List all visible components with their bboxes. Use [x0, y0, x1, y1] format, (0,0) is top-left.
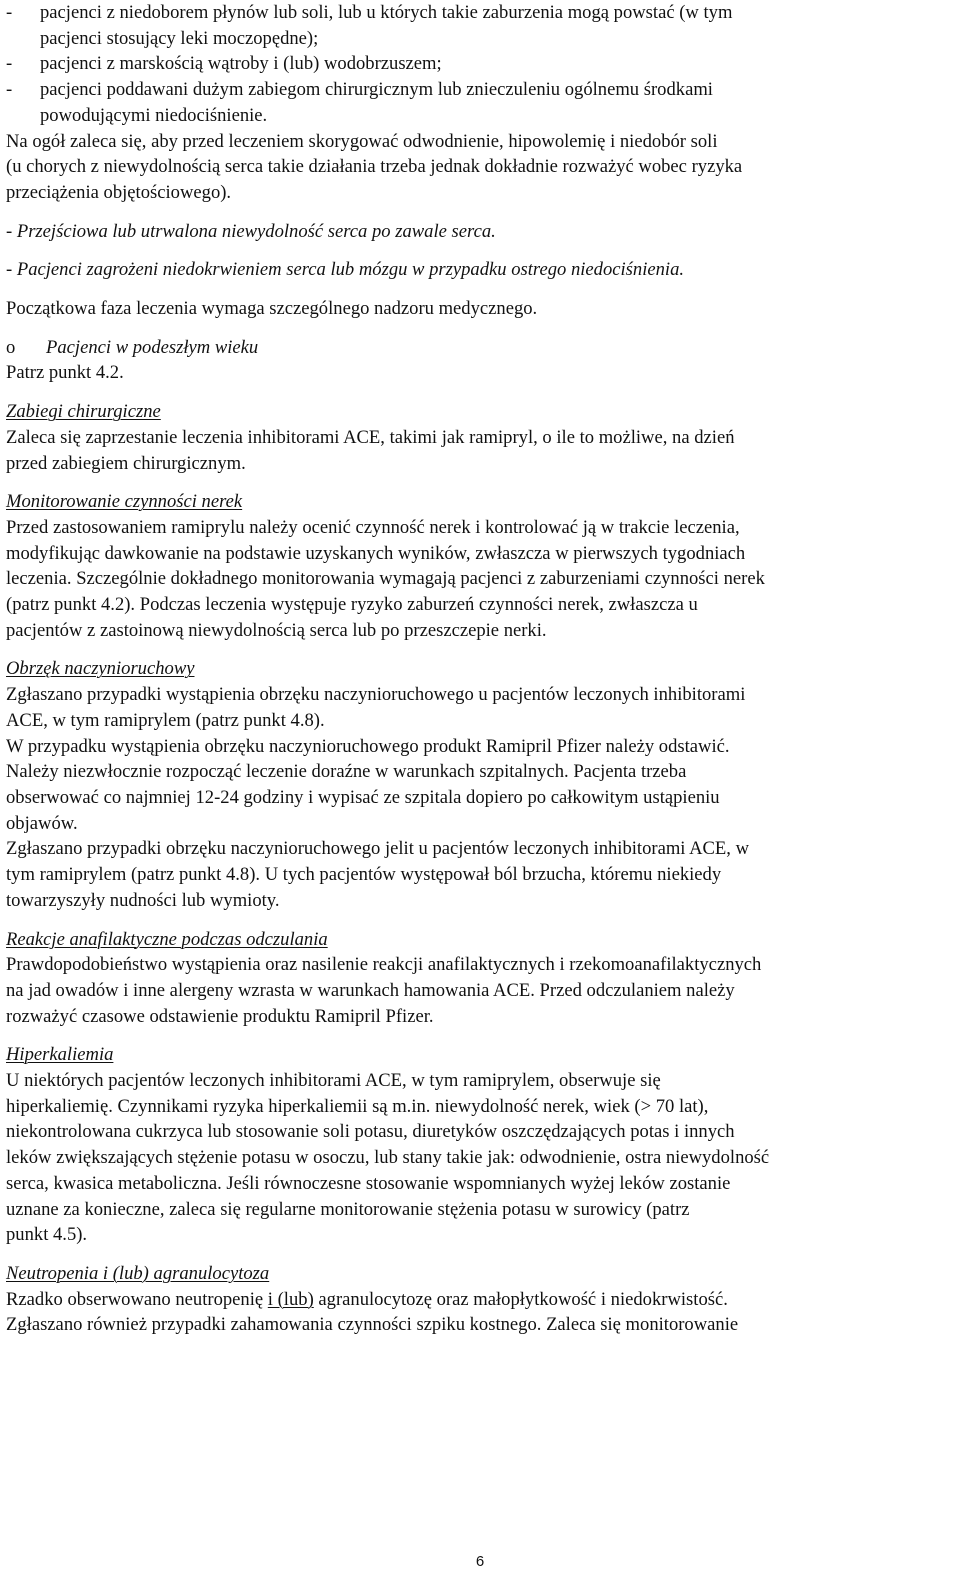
bullet-dash: -: [6, 53, 13, 75]
text-run: agranulocytozę oraz małopłytkowość i niedokrwistość.: [313, 1288, 728, 1310]
text-line: Prawdopodobieństwo wystąpienia oraz nasilenie reakcji anafilaktycznych i rzekomoanafilaktycznych: [6, 954, 762, 976]
document-page: [6, 0, 954, 1338]
text-line: powodującymi niedociśnienie.: [40, 104, 268, 126]
text-line: przeciążenia objętościowego).: [6, 181, 232, 203]
paragraph-initial-phase: Początkowa faza leczenia wymaga szczególnego nadzoru medycznego.: [6, 298, 538, 320]
text-line: obserwować co najmniej 12-24 godziny i wypisać ze szpitala dopiero po całkowitym ustąpieniu: [6, 786, 720, 808]
section-kidney-monitoring: [6, 489, 954, 643]
text-line: uznane za konieczne, zaleca się regularne monitorowanie stężenia potasu w surowicy (patrz: [6, 1198, 690, 1220]
text-line: Przed zastosowaniem ramiprylu należy ocenić czynność nerek i kontrolować ją w trakcie leczenia,: [6, 516, 740, 538]
text-line: Na ogół zaleca się, aby przed leczeniem skorygować odwodnienie, hipowolemię i niedobór soli: [6, 130, 718, 152]
paragraph-see-section: Patrz punkt 4.2.: [6, 362, 124, 384]
section-title: Hiperkaliemia: [6, 1044, 114, 1066]
paragraph-correction: [6, 129, 954, 206]
text-line: objawów.: [6, 812, 78, 834]
text-line: przed zabiegiem chirurgicznym.: [6, 452, 246, 474]
text-line: hiperkaliemię. Czynnikami ryzyka hiperkaliemii są m.in. niewydolność nerek, wiek (> 70 lat),: [6, 1095, 709, 1117]
text-line: tym ramiprylem (patrz punkt 4.8). U tych pacjentów występował ból brzucha, któremu niekiedy: [6, 864, 722, 886]
text-line: modyfikując dawkowanie na podstawie uzyskanych wyników, zwłaszcza w pierwszych tygodniach: [6, 542, 746, 564]
elderly-subheading: [6, 335, 954, 361]
page-number: 6: [475, 1553, 485, 1570]
text-line: rozważyć czasowe odstawienie produktu Ramipril Pfizer.: [6, 1005, 434, 1027]
text-line: pacjenci stosujący leki moczopędne);: [40, 27, 319, 49]
section-anaphylaxis: [6, 927, 954, 1030]
underlined-text-run: i (lub): [267, 1288, 314, 1310]
elderly-title: Pacjenci w podeszłym wieku: [46, 336, 259, 358]
text-line: ACE, w tym ramiprylem (patrz punkt 4.8).: [6, 709, 325, 731]
text-line: Zgłaszano przypadki wystąpienia obrzęku naczynioruchowego u pacjentów leczonych inhibitorami: [6, 684, 746, 706]
section-title: Monitorowanie czynności nerek: [6, 491, 243, 513]
text-line: pacjentów z zastoinową niewydolnością serca lub po przeszczepie nerki.: [6, 619, 547, 641]
risk-bullet-list: [6, 0, 954, 129]
text-line: (patrz punkt 4.2). Podczas leczenia występuje ryzyko zaburzeń czynności nerek, zwłaszcza u: [6, 594, 698, 616]
text-line: niekontrolowana cukrzyca lub stosowanie soli potasu, diuretyków oszczędzających potas i innych: [6, 1121, 735, 1143]
text-line: Zgłaszano przypadki obrzęku naczynioruchowego jelit u pacjentów leczonych inhibitorami ACE, w: [6, 838, 749, 860]
bullet-dash: -: [6, 79, 13, 101]
list-item: [6, 0, 954, 51]
text-line: Należy niezwłocznie rozpocząć leczenie doraźne w warunkach szpitalnych. Pacjenta trzeba: [6, 761, 687, 783]
text-line: Zgłaszano również przypadki zahamowania czynności szpiku kostnego. Zaleca się monitorowanie: [6, 1314, 739, 1336]
section-hyperkalemia: [6, 1042, 954, 1248]
section-title: Obrzęk naczynioruchowy: [6, 658, 195, 680]
list-item: [6, 77, 954, 128]
italic-note-ischemia: - Pacjenci zagrożeni niedokrwieniem serca lub mózgu w przypadku ostrego niedociśnienia.: [6, 259, 685, 281]
circle-bullet-icon: o: [6, 336, 16, 358]
section-neutropenia: [6, 1261, 954, 1338]
text-line: pacjenci z niedoborem płynów lub soli, lub u których takie zaburzenia mogą powstać (w tym: [40, 2, 733, 23]
text-line: pacjenci poddawani dużym zabiegom chirurgicznym lub znieczuleniu ogólnemu środkami: [40, 79, 713, 101]
section-title: Reakcje anafilaktyczne podczas odczulania: [6, 928, 328, 950]
section-title: Neutropenia i (lub) agranulocytoza: [6, 1262, 270, 1284]
list-item: [6, 51, 954, 77]
text-line: Zaleca się zaprzestanie leczenia inhibitorami ACE, takimi jak ramipryl, o ile to możliwe, na dzień: [6, 426, 735, 448]
section-surgery: [6, 399, 954, 476]
text-line: pacjenci z marskością wątroby i (lub) wodobrzuszem;: [40, 53, 442, 75]
section-title: Zabiegi chirurgiczne: [6, 401, 161, 423]
bullet-dash: -: [6, 2, 13, 23]
text-line: [6, 1287, 954, 1313]
text-line: towarzyszyły nudności lub wymioty.: [6, 889, 280, 911]
italic-note-heart-failure: - Przejściowa lub utrwalona niewydolność serca po zawale serca.: [6, 220, 496, 242]
text-line: (u chorych z niewydolnością serca takie działania trzeba jednak dokładnie rozważyć wobec ryzyka: [6, 156, 743, 178]
text-line: leków zwiększających stężenie potasu w osoczu, lub stany takie jak: odwodnienie, ostra niewydolność: [6, 1147, 770, 1169]
text-line: punkt 4.5).: [6, 1224, 88, 1246]
text-line: leczenia. Szczególnie dokładnego monitorowania wymagają pacjenci z zaburzeniami czynności nerek: [6, 568, 765, 590]
text-line: na jad owadów i inne alergeny wzrasta w warunkach hamowania ACE. Przed odczulaniem należy: [6, 979, 735, 1001]
text-line: W przypadku wystąpienia obrzęku naczynioruchowego produkt Ramipril Pfizer należy odstawić.: [6, 735, 730, 757]
text-run: Rzadko obserwowano neutropenię: [6, 1288, 268, 1310]
text-line: U niektórych pacjentów leczonych inhibitorami ACE, w tym ramiprylem, obserwuje się: [6, 1070, 661, 1092]
section-angioedema: [6, 656, 954, 913]
text-line: serca, kwasica metaboliczna. Jeśli równoczesne stosowanie wspomnianych wyżej leków zostanie: [6, 1172, 731, 1194]
